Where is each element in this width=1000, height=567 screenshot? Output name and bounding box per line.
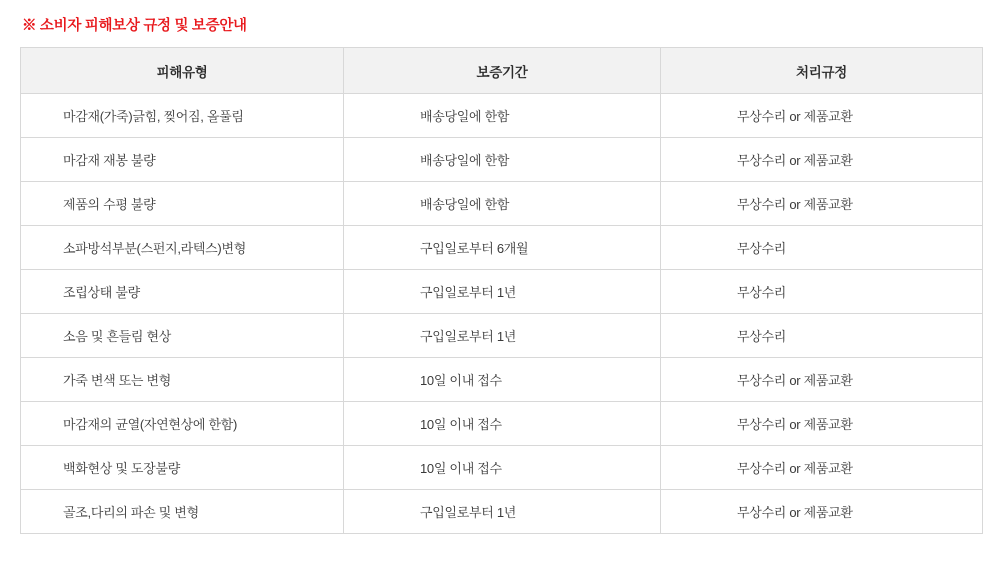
table-row (21, 402, 983, 446)
cell-warranty-period: 구입일로부터 1년 (344, 490, 661, 534)
cell-damage-type: 골조,다리의 파손 및 변형 (21, 490, 344, 534)
cell-handling-rule: 무상수리 or 제품교환 (661, 358, 983, 402)
cell-warranty-period: 배송당일에 한함 (344, 182, 661, 226)
table-row (21, 182, 983, 226)
cell-handling-rule: 무상수리 or 제품교환 (661, 402, 983, 446)
cell-warranty-period: 구입일로부터 1년 (344, 314, 661, 358)
cell-warranty-period: 배송당일에 한함 (344, 138, 661, 182)
cell-warranty-period: 10일 이내 접수 (344, 358, 661, 402)
cell-damage-type: 소파방석부분(스펀지,라텍스)변형 (21, 226, 344, 270)
cell-damage-type: 마감재의 균열(자연현상에 한함) (21, 402, 344, 446)
table-row (21, 270, 983, 314)
column-header-warranty-period: 보증기간 (344, 48, 661, 94)
cell-damage-type: 마감재 재봉 불량 (21, 138, 344, 182)
table-header-row (21, 48, 983, 94)
cell-handling-rule: 무상수리 (661, 270, 983, 314)
table-header (21, 48, 983, 94)
column-header-handling-rule: 처리규정 (661, 48, 983, 94)
warranty-table (20, 47, 983, 534)
cell-warranty-period: 배송당일에 한함 (344, 94, 661, 138)
cell-damage-type: 제품의 수평 불량 (21, 182, 344, 226)
cell-damage-type: 마감재(가죽)긁힘, 찢어짐, 올풀림 (21, 94, 344, 138)
cell-damage-type: 가죽 변색 또는 변형 (21, 358, 344, 402)
page-title: ※ 소비자 피해보상 규정 및 보증안내 (22, 18, 247, 34)
column-header-damage-type: 피해유형 (21, 48, 344, 94)
cell-handling-rule: 무상수리 or 제품교환 (661, 446, 983, 490)
cell-handling-rule: 무상수리 (661, 314, 983, 358)
cell-damage-type: 백화현상 및 도장불량 (21, 446, 344, 490)
cell-damage-type: 소음 및 흔들림 현상 (21, 314, 344, 358)
table-row (21, 446, 983, 490)
cell-handling-rule: 무상수리 or 제품교환 (661, 182, 983, 226)
cell-handling-rule: 무상수리 (661, 226, 983, 270)
cell-handling-rule: 무상수리 or 제품교환 (661, 138, 983, 182)
table-row (21, 314, 983, 358)
table-row (21, 226, 983, 270)
cell-warranty-period: 10일 이내 접수 (344, 446, 661, 490)
table-row (21, 138, 983, 182)
cell-handling-rule: 무상수리 or 제품교환 (661, 490, 983, 534)
table-row (21, 94, 983, 138)
cell-handling-rule: 무상수리 or 제품교환 (661, 94, 983, 138)
cell-warranty-period: 구입일로부터 6개월 (344, 226, 661, 270)
table-body (21, 94, 983, 534)
cell-warranty-period: 10일 이내 접수 (344, 402, 661, 446)
table-row (21, 358, 983, 402)
cell-warranty-period: 구입일로부터 1년 (344, 270, 661, 314)
table-row (21, 490, 983, 534)
cell-damage-type: 조립상태 불량 (21, 270, 344, 314)
